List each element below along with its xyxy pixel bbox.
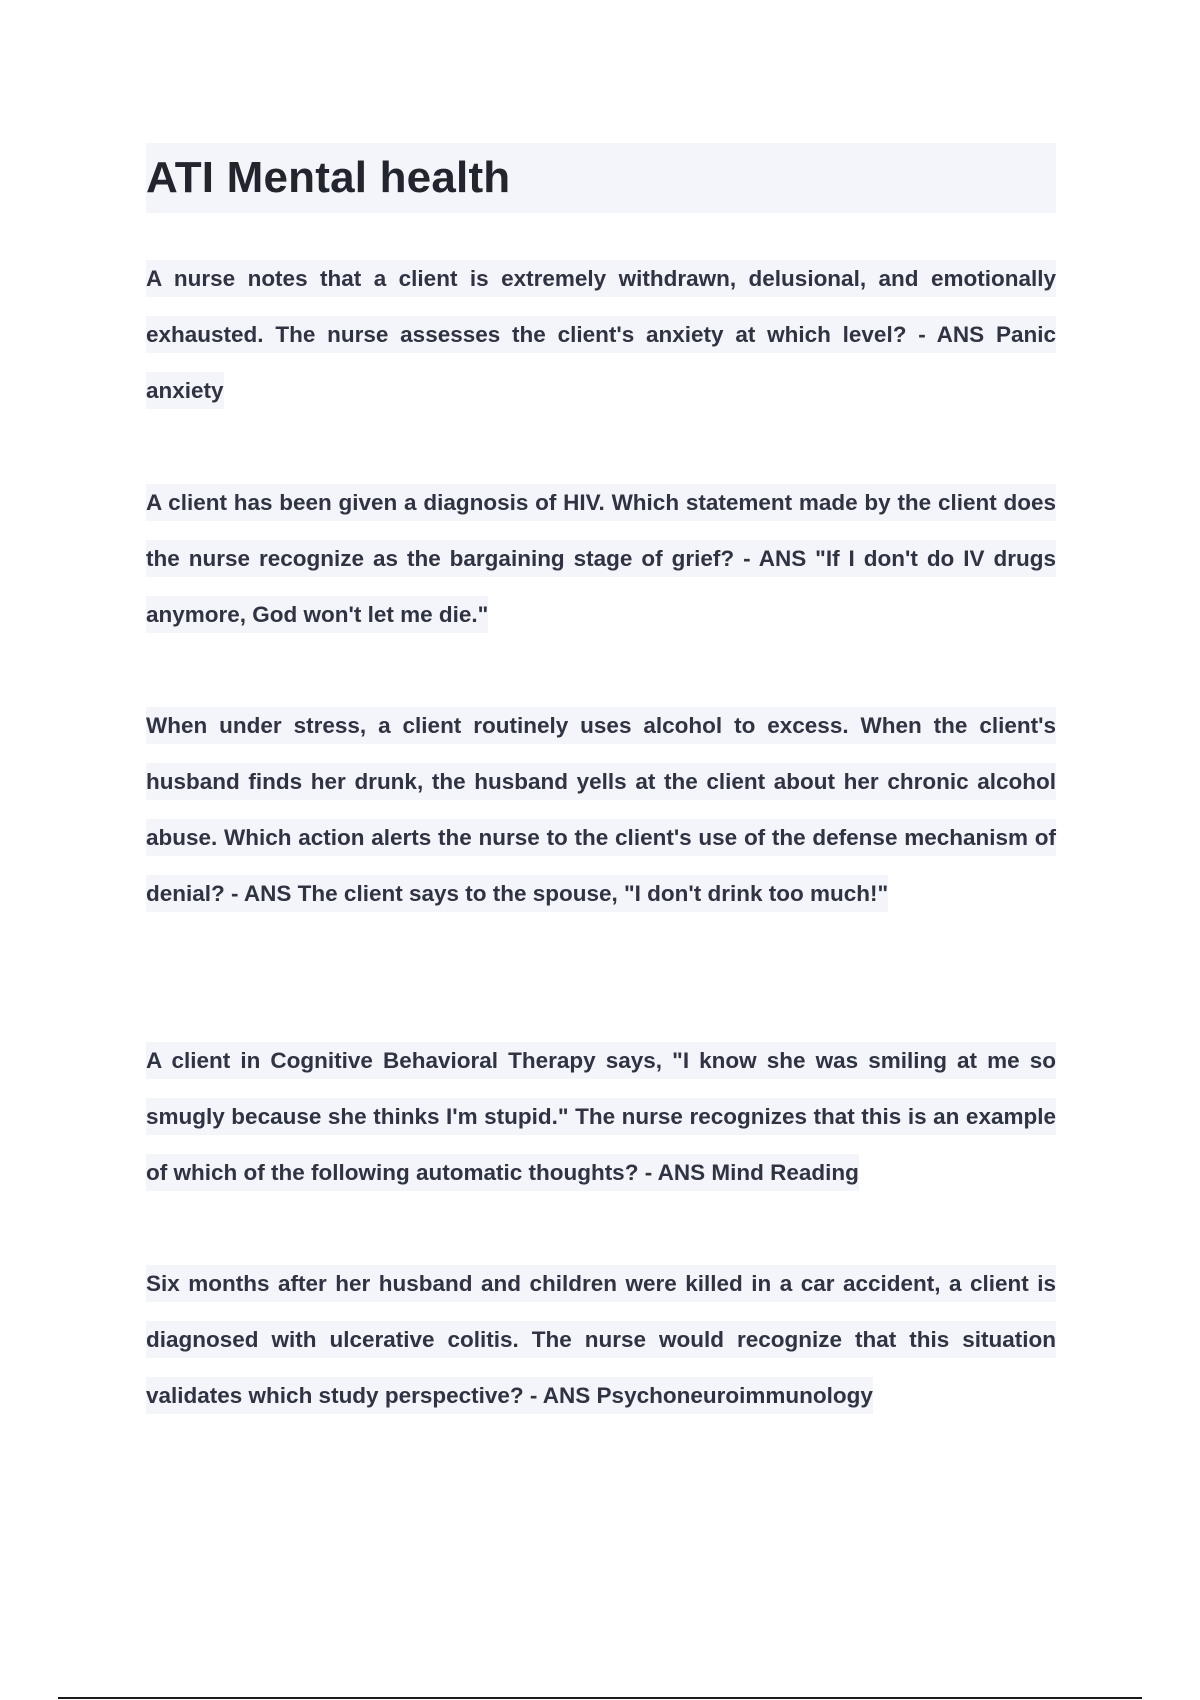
qa-text-1: A nurse notes that a client is extremely withdrawn, delusional, and emotionally exhausted. The nurse assesses the client's anxiety at which level? - ANS Panic anxiety bbox=[146, 260, 1056, 409]
qa-item-4 bbox=[146, 1033, 1056, 1201]
qa-item-3 bbox=[146, 698, 1056, 922]
qa-text-3: When under stress, a client routinely uses alcohol to excess. When the client's husband finds her drunk, the husband yells at the client about her chronic alcohol abuse. Which action alerts the nurse to the client's use of the defense mechanism of denial? - ANS The client says to the spouse, "I don't drink too much!" bbox=[146, 707, 1056, 912]
qa-item-2 bbox=[146, 475, 1056, 643]
qa-item-5 bbox=[146, 1256, 1056, 1424]
qa-text-5: Six months after her husband and children were killed in a car accident, a client is diagnosed with ulcerative colitis. The nurse would recognize that this situation validates which study perspective? - ANS Psychoneuroimmunology bbox=[146, 1265, 1056, 1414]
qa-text-4: A client in Cognitive Behavioral Therapy says, "I know she was smiling at me so smugly because she thinks I'm stupid." The nurse recognizes that this is an example of which of the following automatic thoughts? - ANS Mind Reading bbox=[146, 1042, 1056, 1191]
qa-item-1 bbox=[146, 251, 1056, 419]
footer-divider bbox=[58, 1697, 1142, 1699]
qa-text-2: A client has been given a diagnosis of HIV. Which statement made by the client does the nurse recognize as the bargaining stage of grief? - ANS "If I don't do IV drugs anymore, God won't let me die." bbox=[146, 484, 1056, 633]
page-title: ATI Mental health bbox=[146, 153, 511, 202]
